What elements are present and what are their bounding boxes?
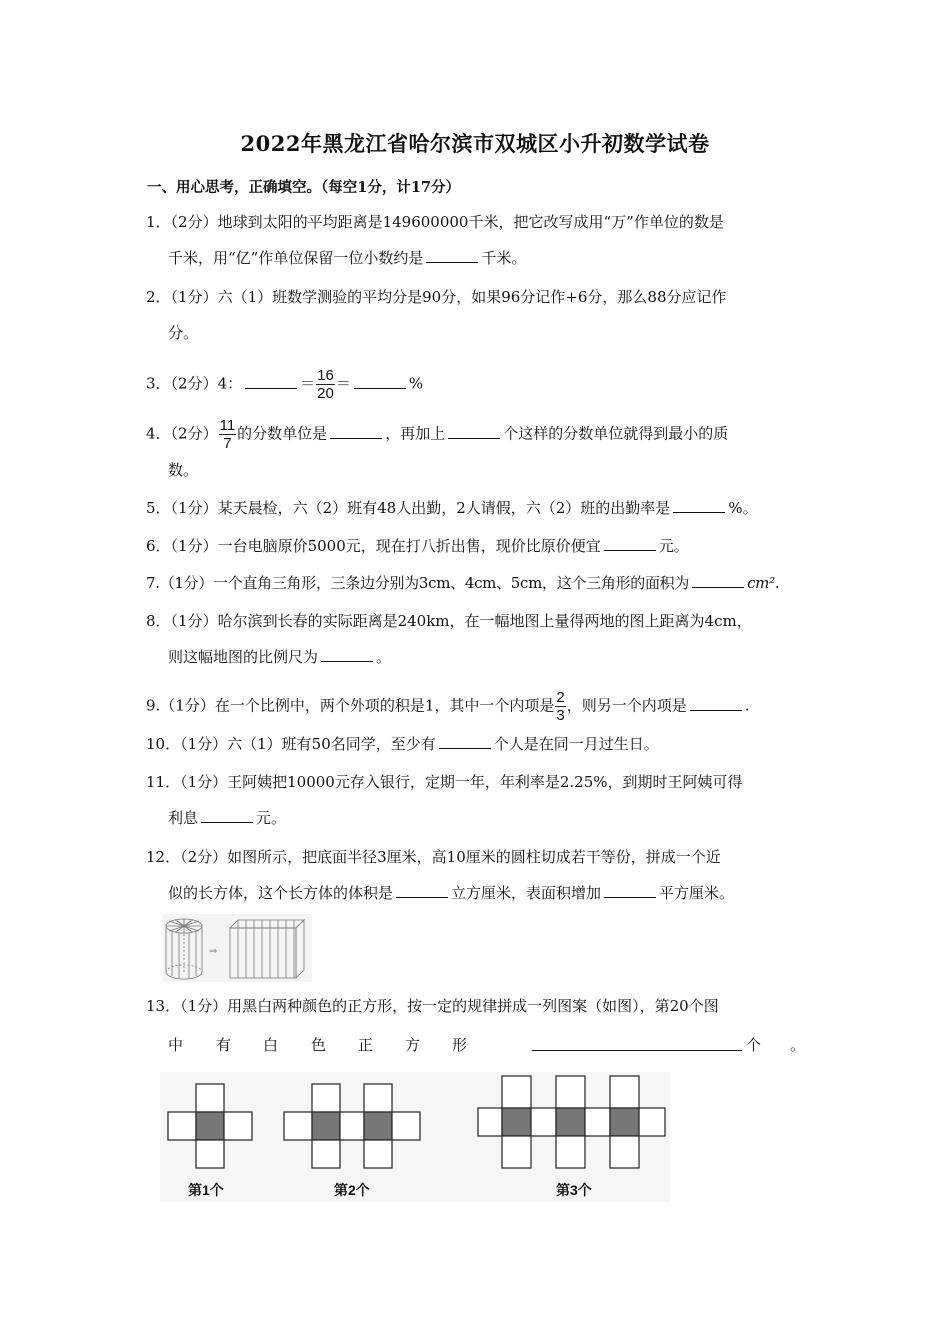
question-6: 6．（1分）一台电脑原价5000元，现在打八折出售，现价比原价便宜 元。 xyxy=(146,537,689,555)
figure-label-2: 第2个 xyxy=(334,1182,370,1198)
question-8-line-1: 8．（1分）哈尔滨到长春的实际距离是240km，在一幅地图上量得两地的图上距离为4cm， xyxy=(146,612,752,630)
question-9: 9.（1分）在一个比例中，两个外项的积是1，其中一个内项是 $\frac{2}{3}$ ，则另一个内项是 . xyxy=(146,689,750,724)
answer-blank[interactable] xyxy=(201,808,253,823)
question-2-line-1: 2．（1分）六（1）班数学测验的平均分是90分，如果96分记作+6分，那么88分应记作 xyxy=(146,288,727,306)
fraction-16-20: $\frac{16}{20}$ xyxy=(317,367,334,402)
question-2-line-2: 分。 xyxy=(168,324,199,342)
cylinder-to-cuboid-figure xyxy=(162,914,312,982)
question-12-line-1: 12．（2分）如图所示，把底面半径3厘米，高10厘米的圆柱切成若干等份，拼成一个近 xyxy=(146,848,721,866)
question-11-line-2: 利息 元。 xyxy=(168,809,287,827)
question-5: 5．（1分）某天晨检，六（2）班有48人出勤，2人请假，六（2）班的出勤率是 %。 xyxy=(146,499,758,517)
figure-label-1: 第1个 xyxy=(188,1182,224,1198)
question-3: 3．（2分）4： ＝ $\frac{16}{20}$ ＝ % xyxy=(146,367,424,402)
question-8-line-2: 则这幅地图的比例尺为 。 xyxy=(168,648,392,666)
fraction-2-3: $\frac{2}{3}$ xyxy=(556,689,565,724)
question-1-line-2: 千米，用“亿”作单位保留一位小数约是 千米。 xyxy=(168,249,527,267)
answer-blank[interactable] xyxy=(245,374,297,389)
question-4-line-2: 数。 xyxy=(168,461,199,479)
question-13-line-1: 13．（1分）用黑白两种颜色的正方形，按一定的规律拼成一列图案（如图），第20个图 xyxy=(146,997,719,1015)
answer-blank[interactable] xyxy=(604,536,656,551)
answer-blank[interactable] xyxy=(321,647,373,662)
answer-blank[interactable] xyxy=(330,424,382,439)
answer-blank[interactable] xyxy=(692,573,744,588)
answer-blank[interactable] xyxy=(673,498,725,513)
question-7: 7.（1分）一个直角三角形，三条边分别为3cm、4cm、5cm，这个三角形的面积为 cm². xyxy=(146,574,780,592)
question-11-line-1: 11．（1分）王阿姨把10000元存入银行，定期一年，年利率是2.25%，到期时王阿姨可得 xyxy=(146,773,743,791)
section-heading: 一、用心思考，正确填空。（每空1分，计17分） xyxy=(147,179,461,196)
answer-blank[interactable] xyxy=(426,248,478,263)
question-1-line-1: 1．（2分）地球到太阳的平均距离是149600000千米，把它改写成用“万”作单位的数是 xyxy=(146,213,724,231)
svg-text:⇒: ⇒ xyxy=(209,946,218,957)
question-12-line-2: 似的长方体，这个长方体的体积是 立方厘米，表面积增加 平方厘米。 xyxy=(168,884,735,902)
answer-blank[interactable] xyxy=(439,734,491,749)
answer-blank[interactable] xyxy=(396,883,448,898)
square-pattern-figure xyxy=(160,1072,670,1202)
page-title: 2022年黑龙江省哈尔滨市双城区小升初数学试卷 xyxy=(240,131,710,156)
answer-blank[interactable] xyxy=(690,696,742,711)
answer-blank[interactable] xyxy=(448,424,500,439)
answer-blank[interactable] xyxy=(604,883,656,898)
question-4-line-1: 4．（2分） $\frac{11}{7}$ 的分数单位是 ，再加上 个这样的分数单位就得到最小的质 xyxy=(146,417,729,452)
question-10: 10．（1分）六（1）班有50名同学，至少有 个人是在同一月过生日。 xyxy=(146,735,659,753)
answer-blank[interactable] xyxy=(354,374,406,389)
fraction-11-7: $\frac{11}{7}$ xyxy=(219,417,236,452)
answer-blank[interactable] xyxy=(532,1036,742,1051)
figure-label-3: 第3个 xyxy=(556,1182,592,1198)
